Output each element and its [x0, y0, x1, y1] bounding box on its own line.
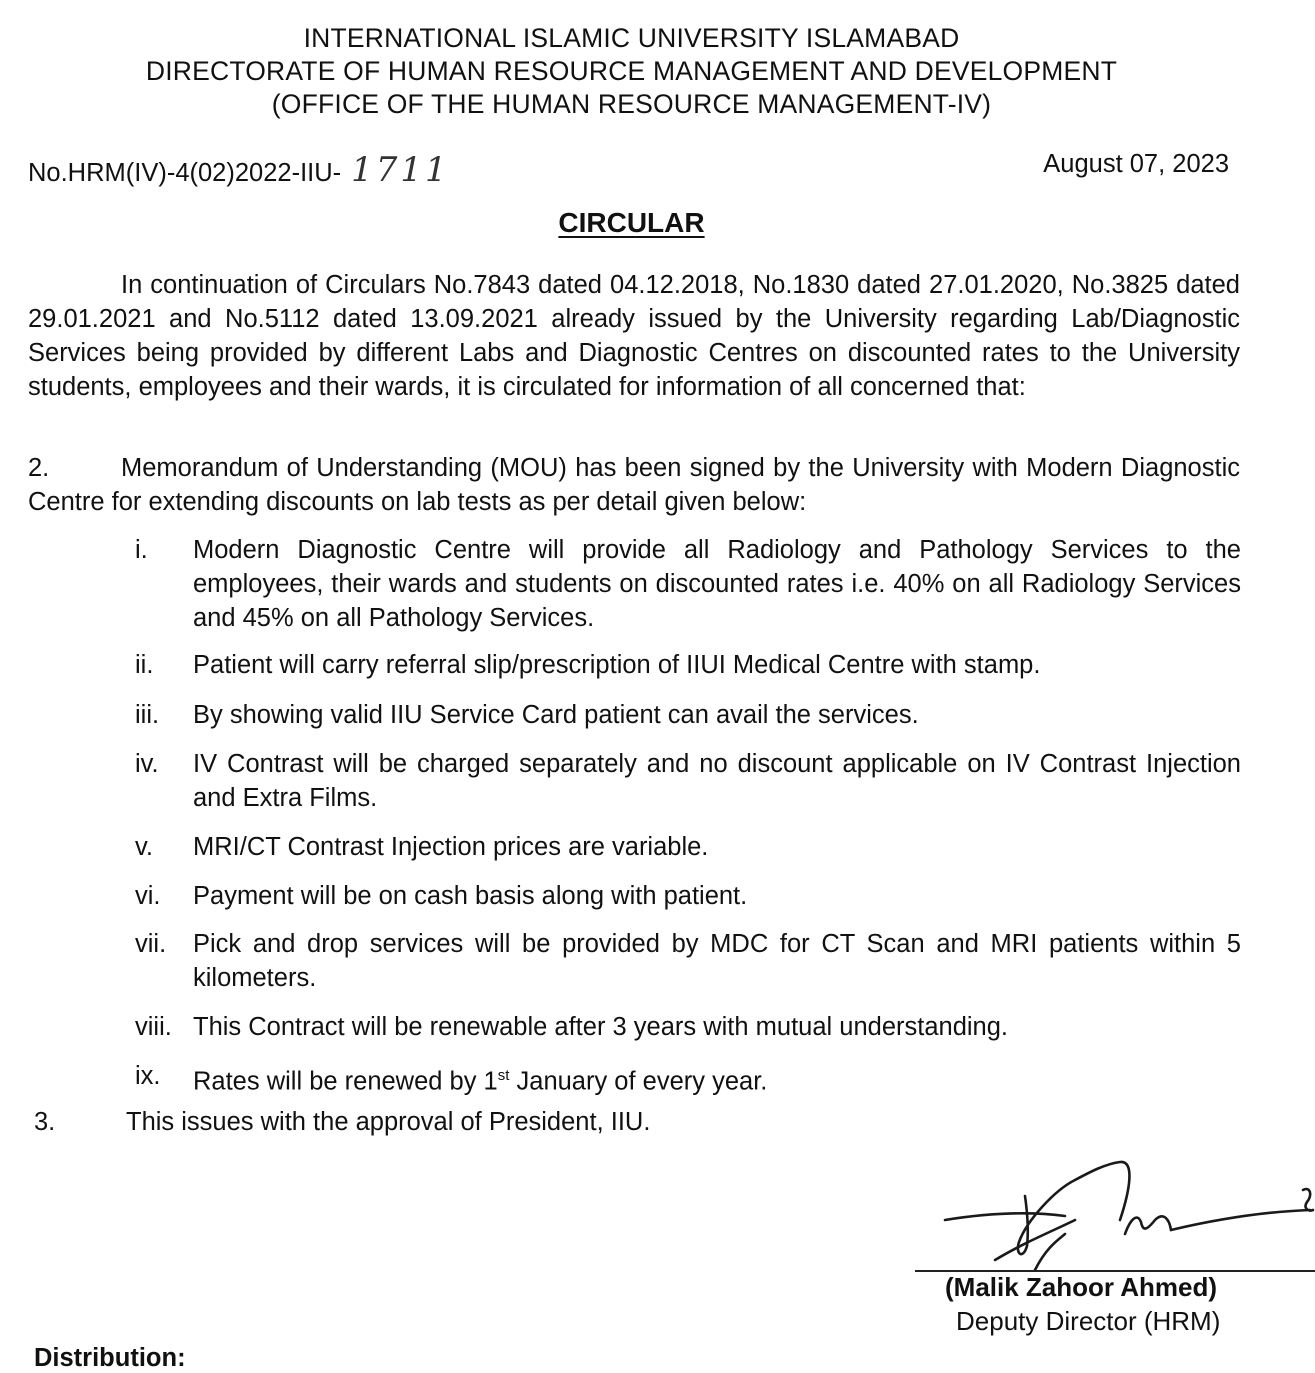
handwritten-reference-number: 1711: [351, 150, 450, 190]
item-number: vi.: [135, 882, 161, 910]
paragraph-number: 2.: [28, 454, 50, 482]
item-text: MRI/CT Contrast Injection prices are variable.: [193, 833, 709, 861]
item-number: i.: [135, 536, 148, 564]
item-number: viii.: [135, 1013, 172, 1041]
office-name: (OFFICE OF THE HUMAN RESOURCE MANAGEMENT-IV): [271, 89, 992, 119]
item-text: IV Contrast will be charged separately and no discount applicable on IV Contrast Injection and Extra Films.: [193, 750, 1241, 812]
issue-date: August 07, 2023: [1043, 150, 1229, 178]
item-number: v.: [135, 833, 153, 861]
item-number: iii.: [135, 701, 160, 729]
item-text: [193, 1059, 1241, 1099]
handwritten-signature: [915, 1150, 1315, 1280]
item-number: ii.: [135, 651, 154, 679]
paragraph-number: 3.: [34, 1108, 56, 1136]
item-text: By showing valid IIU Service Card patient can avail the services.: [193, 701, 919, 729]
reference-prefix: No.HRM(IV)-4(02)2022-IIU-: [28, 159, 342, 187]
paragraph-text: Memorandum of Understanding (MOU) has been signed by the University with Modern Diagnostic Centre for extending discounts on lab tests as per detail given below:: [28, 454, 1240, 516]
title-text: CIRCULAR: [558, 207, 705, 238]
distribution-label: Distribution:: [34, 1344, 186, 1372]
paragraph-2: [28, 451, 1240, 519]
item-text-end: January of every year.: [509, 1067, 768, 1096]
reference-number: [28, 150, 450, 190]
signatory-name: (Malik Zahoor Ahmed): [945, 1272, 1218, 1302]
item-text-start: Rates will be renewed by 1: [193, 1067, 498, 1096]
paragraph-1: In continuation of Circulars No.7843 dated 04.12.2018, No.1830 dated 27.01.2020, No.3825 dated 29.01.2021 and No.5112 dated 13.09.2021 already issued by the University regarding Lab/Diagnostic Services being provided by different Labs and Diagnostic Centres on discounted rates to the University students, employees and their wards, it is circulated for information of all concerned that:: [28, 271, 1240, 401]
ordinal-superscript: st: [497, 1067, 510, 1084]
item-text: Pick and drop services will be provided by MDC for CT Scan and MRI patients within 5 kilometers.: [193, 930, 1241, 992]
letterhead: [0, 22, 1263, 121]
item-number: iv.: [135, 750, 159, 778]
item-text: Payment will be on cash basis along with patient.: [193, 882, 748, 910]
item-number: ix.: [135, 1062, 161, 1090]
university-name: INTERNATIONAL ISLAMIC UNIVERSITY ISLAMABAD: [303, 23, 960, 53]
document-title: [0, 207, 1263, 239]
item-number: vii.: [135, 930, 167, 958]
paragraph-text: This issues with the approval of President, IIU.: [126, 1108, 651, 1136]
item-text: Modern Diagnostic Centre will provide all Radiology and Pathology Services to the employees, their wards and students on discounted rates i.e. 40% on all Radiology Services and 45% on all Pathology Services.: [193, 536, 1241, 632]
item-text: This Contract will be renewable after 3 years with mutual understanding.: [193, 1013, 1008, 1041]
paragraph-3: [34, 1108, 650, 1137]
directorate-name: DIRECTORATE OF HUMAN RESOURCE MANAGEMENT AND DEVELOPMENT: [145, 56, 1118, 86]
signatory-designation: Deputy Director (HRM): [956, 1306, 1221, 1336]
item-text: Patient will carry referral slip/prescription of IIUI Medical Centre with stamp.: [193, 651, 1041, 679]
